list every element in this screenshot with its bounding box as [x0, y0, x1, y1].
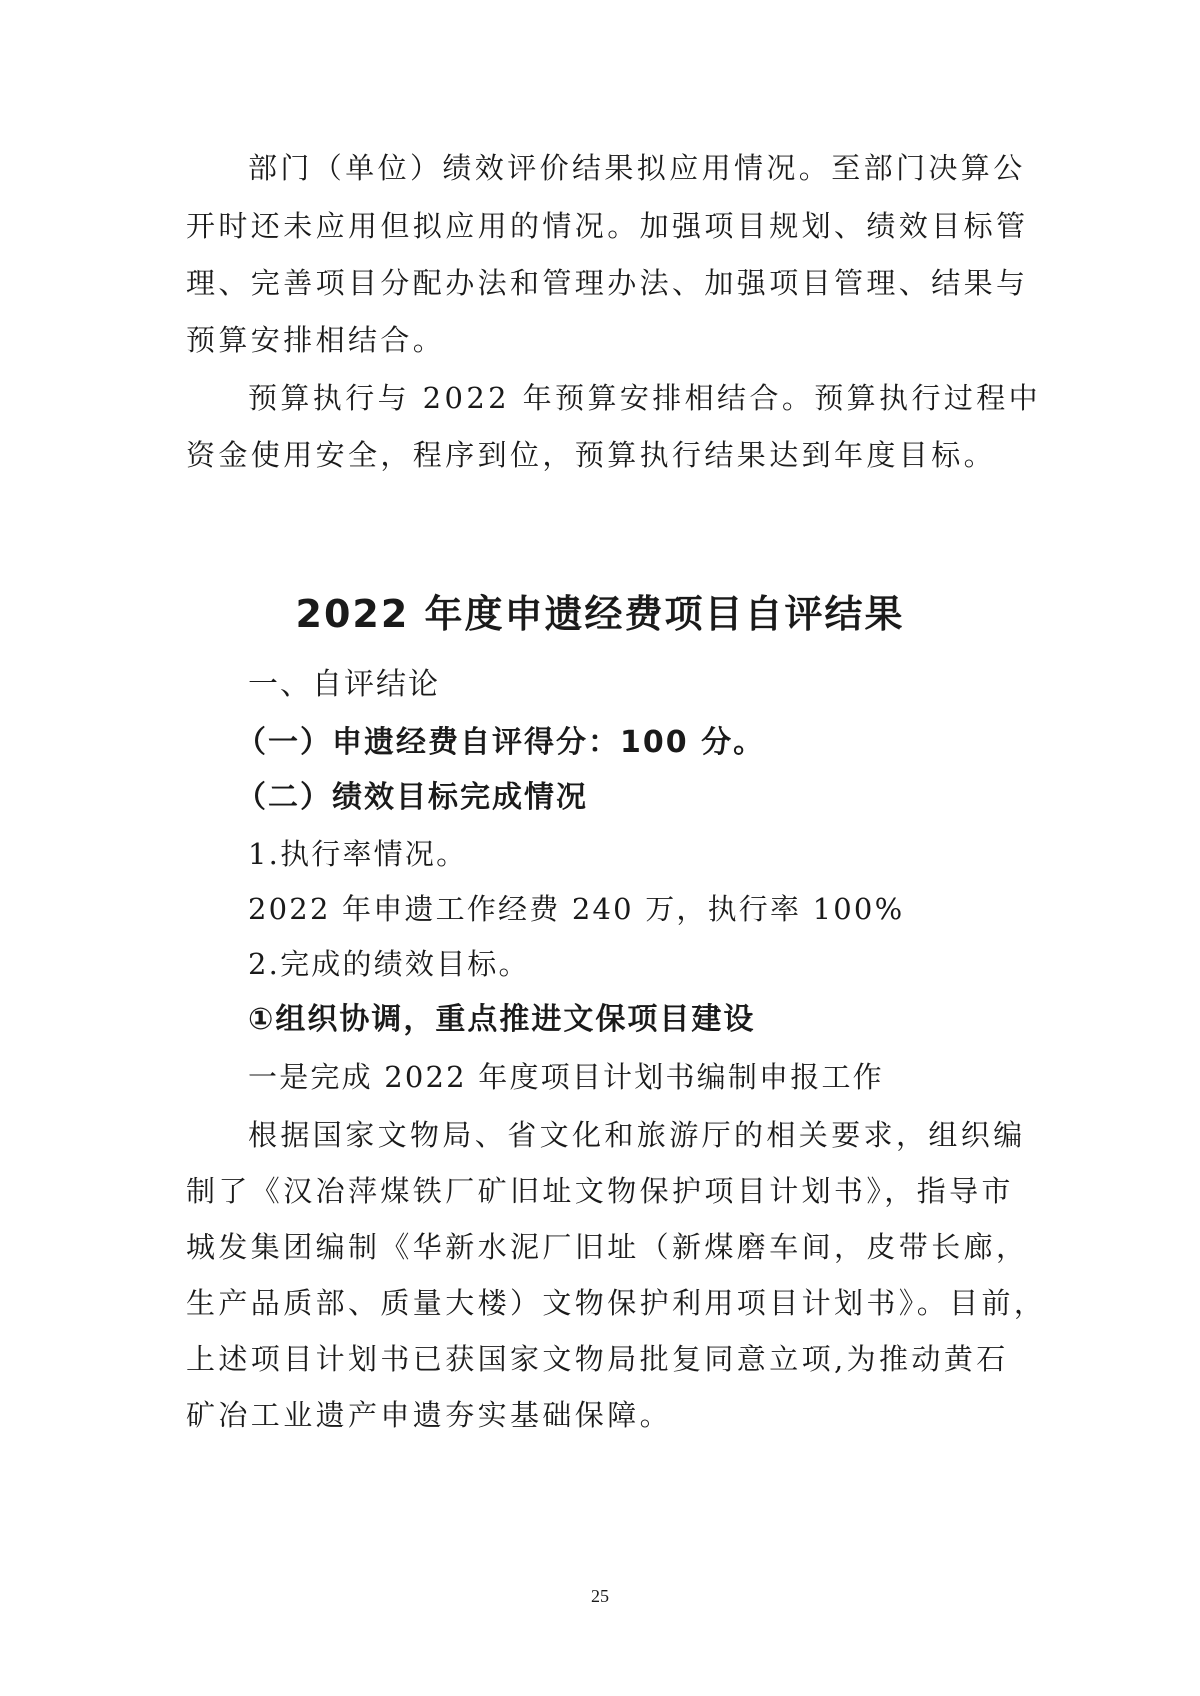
subsection-heading: （二）绩效目标完成情况 [236, 780, 588, 815]
paragraph-line: 预算安排相结合。 [186, 323, 446, 357]
paragraph-line: 制了《汉冶萍煤铁厂矿旧址文物保护项目计划书》，指导市 [186, 1174, 1014, 1208]
paragraph-line: 城发集团编制《华新水泥厂旧址（新煤磨车间，皮带长廊， [186, 1230, 1029, 1264]
paragraph-line: 矿冶工业遗产申遗夯实基础保障。 [186, 1398, 673, 1432]
paragraph-line: 上述项目计划书已获国家文物局批复同意立项,为推动黄石 [186, 1342, 1009, 1376]
item-label: 2.完成的绩效目标。 [248, 947, 530, 981]
page-number: 25 [591, 1586, 609, 1606]
paragraph-line: 生产品质部、质量大楼）文物保护利用项目计划书》。目前， [186, 1286, 1047, 1320]
item-label: 1.执行率情况。 [248, 837, 468, 871]
goal-subheading: 一是完成 2022 年度项目计划书编制申报工作 [248, 1060, 884, 1094]
section-title: 2022 年度申遗经费项目自评结果 [295, 592, 905, 636]
subsection-heading: （一）申遗经费自评得分：100 分。 [236, 725, 766, 760]
paragraph-line: 资金使用安全，程序到位，预算执行结果达到年度目标。 [186, 438, 997, 472]
paragraph-line: 理、完善项目分配办法和管理办法、加强项目管理、结果与 [186, 266, 1029, 300]
paragraph-line: 开时还未应用但拟应用的情况。加强项目规划、绩效目标管 [186, 209, 1029, 243]
paragraph-line: 预算执行与 2022 年预算安排相结合。预算执行过程中 [248, 381, 1042, 415]
paragraph-line: 根据国家文物局、省文化和旅游厅的相关要求，组织编 [248, 1118, 1026, 1152]
section-heading: 一、自评结论 [248, 667, 440, 702]
paragraph-line: 部门（单位）绩效评价结果拟应用情况。至部门决算公 [248, 151, 1026, 185]
item-text: 2022 年申遗工作经费 240 万，执行率 100% [248, 892, 905, 926]
goal-heading: ①组织协调，重点推进文保项目建设 [248, 1002, 756, 1037]
